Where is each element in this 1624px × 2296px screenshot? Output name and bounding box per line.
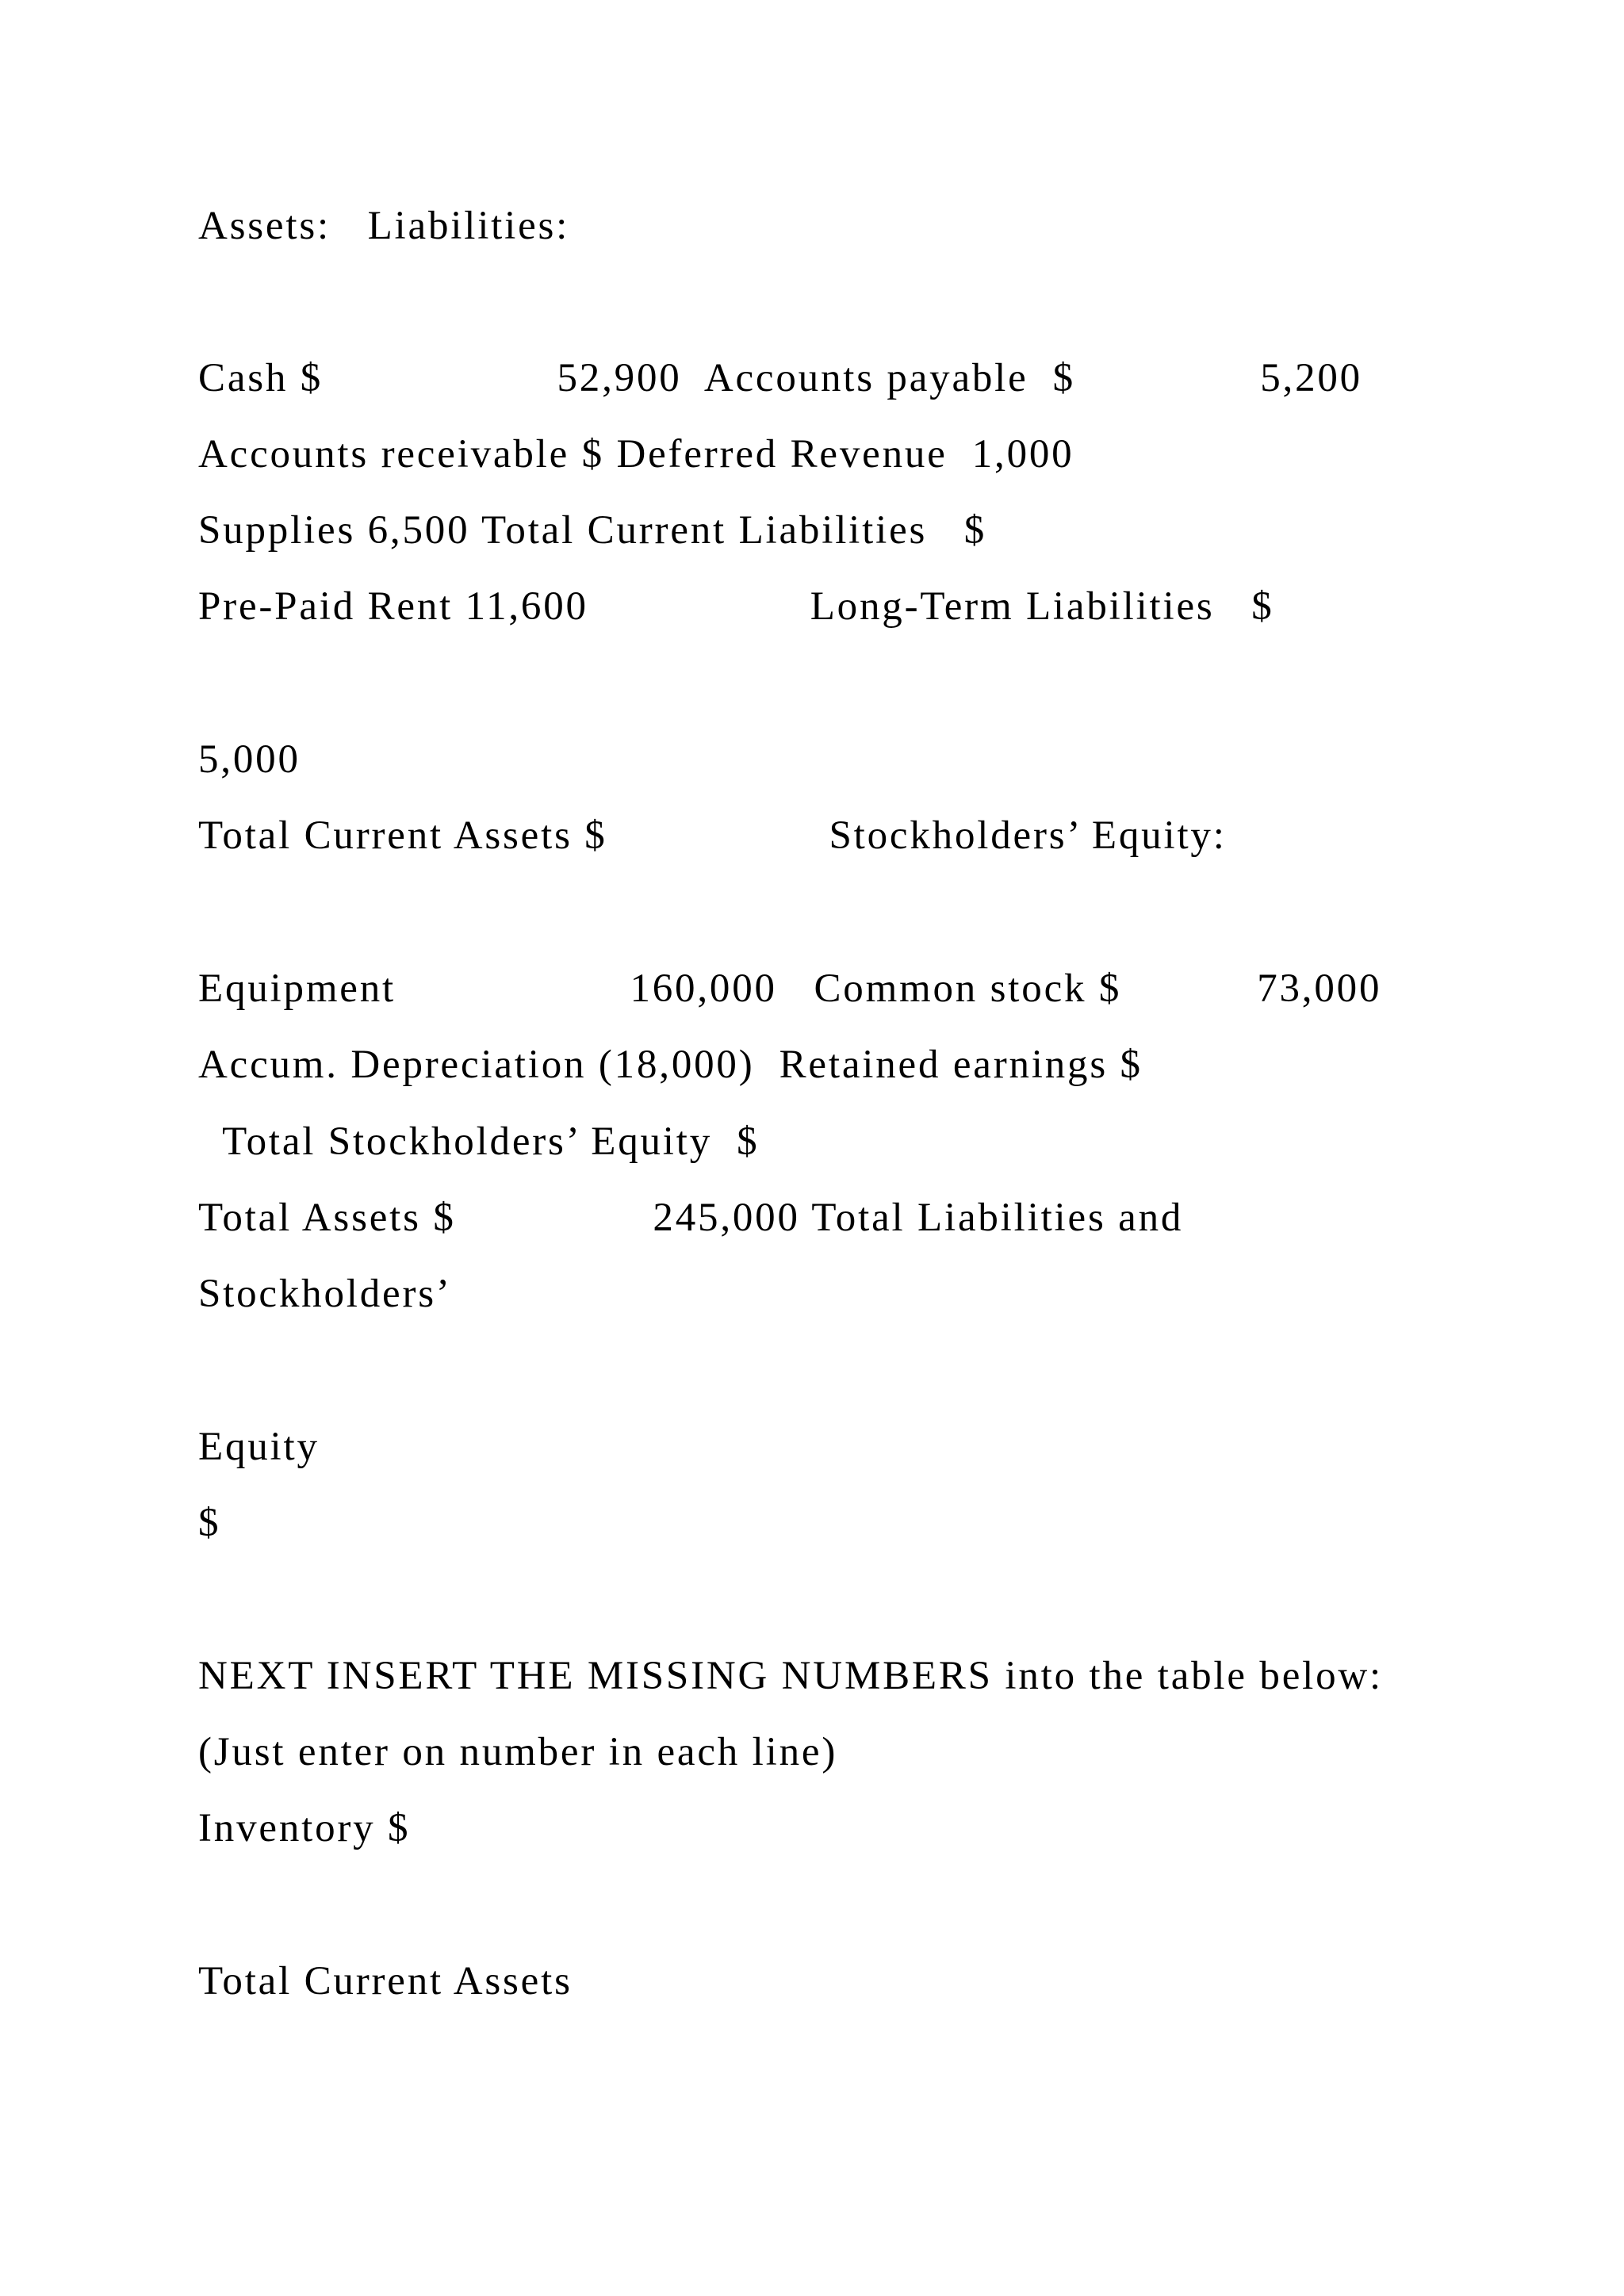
prepaid-rent-long-term-liabilities-line: Pre-Paid Rent 11,600 Long-Term Liabilities $ bbox=[198, 584, 1274, 629]
instruction-note-line: (Just enter on number in each line) bbox=[198, 1730, 838, 1774]
cash-accounts-payable-line: Cash $ 52,900 Accounts payable $ 5,200 bbox=[198, 356, 1362, 400]
total-current-assets-line: Total Current Assets bbox=[198, 1959, 573, 2003]
assets-liabilities-heading: Assets: Liabilities: bbox=[198, 204, 570, 248]
long-term-liabilities-value-line: 5,000 bbox=[198, 737, 301, 782]
total-stockholders-equity-line: Total Stockholders’ Equity $ bbox=[198, 1119, 760, 1164]
total-assets-total-liabilities-line: Total Assets $ 245,000 Total Liabilities and bbox=[198, 1196, 1184, 1240]
inventory-line: Inventory $ bbox=[198, 1806, 411, 1850]
stockholders-continuation-line: Stockholders’ bbox=[198, 1272, 452, 1316]
equity-continuation-line: Equity bbox=[198, 1425, 320, 1469]
accounts-receivable-deferred-revenue-line: Accounts receivable $ Deferred Revenue 1,000 bbox=[198, 432, 1074, 476]
instruction-line: NEXT INSERT THE MISSING NUMBERS into the table below: bbox=[198, 1654, 1383, 1698]
accum-depreciation-retained-earnings-line: Accum. Depreciation (18,000) Retained earnings $ bbox=[198, 1043, 1143, 1087]
total-current-assets-equity-heading-line: Total Current Assets $ Stockholders’ Equity: bbox=[198, 813, 1227, 858]
equipment-common-stock-line: Equipment 160,000 Common stock $ 73,000 bbox=[198, 966, 1382, 1011]
supplies-total-current-liabilities-line: Supplies 6,500 Total Current Liabilities $ bbox=[198, 508, 987, 553]
dollar-sign-line: $ bbox=[198, 1501, 221, 1545]
